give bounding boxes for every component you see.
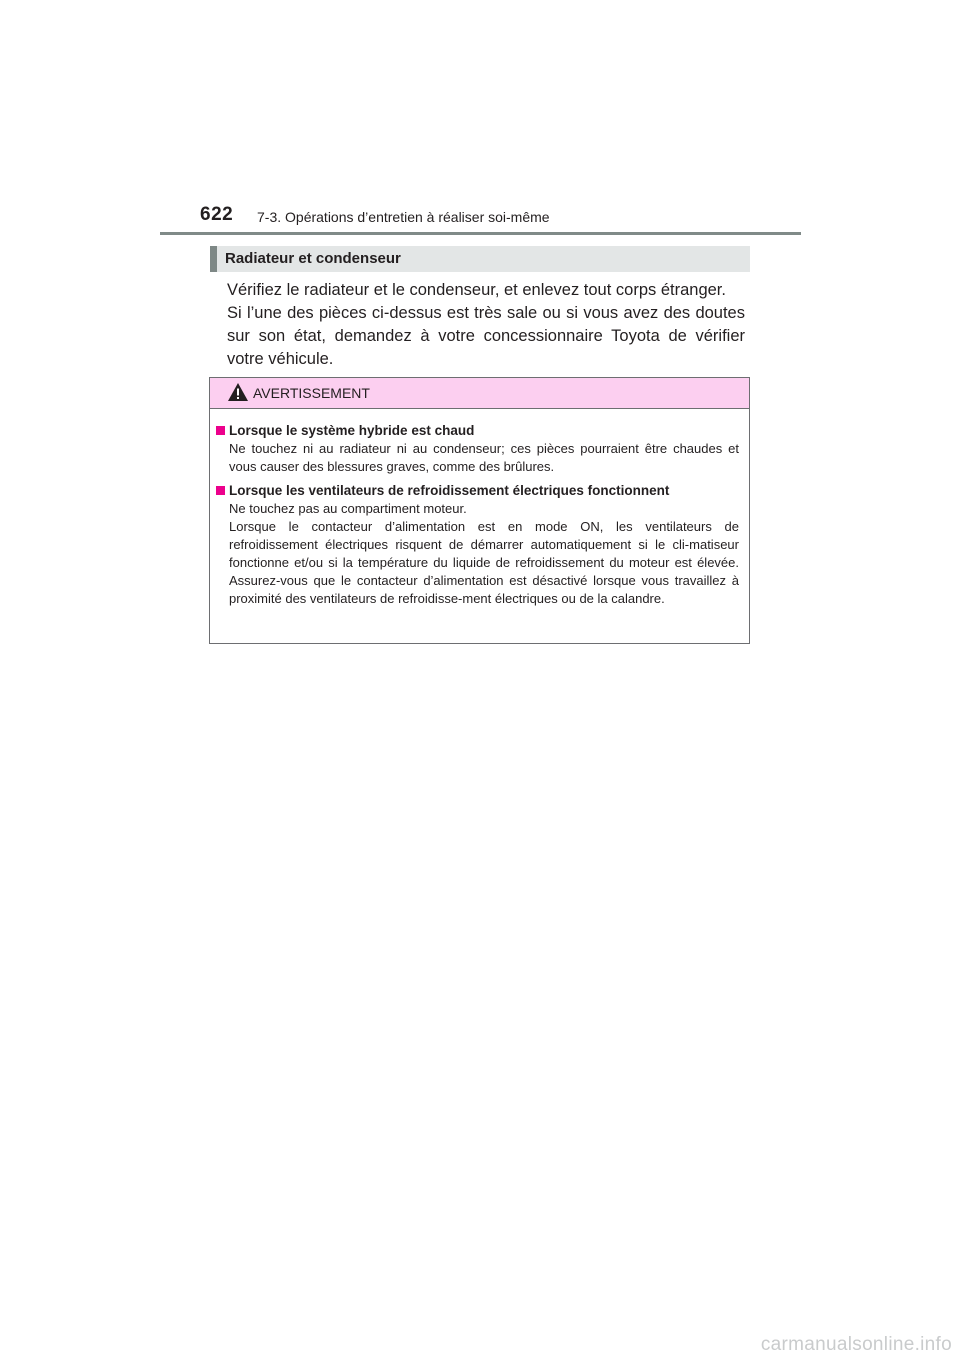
warning-item — [216, 482, 739, 608]
warning-item-heading — [216, 482, 739, 500]
warning-header — [210, 378, 749, 409]
body-paragraph: Vérifiez le radiateur et le condenseur, et enlevez tout corps étranger. — [227, 281, 726, 299]
warning-item-text — [216, 500, 739, 608]
warning-item-text — [216, 440, 739, 476]
watermark: carmanualsonline.info — [760, 1334, 952, 1355]
warning-triangle-icon — [227, 382, 249, 402]
warning-body — [210, 409, 749, 608]
header-rule — [160, 232, 801, 235]
section-heading — [210, 246, 750, 272]
warning-item-heading-text: Lorsque les ventilateurs de refroidissement électriques fonctionnent — [229, 483, 670, 498]
bullet-square-icon — [216, 426, 225, 435]
warning-item-heading-text: Lorsque le système hybride est chaud — [229, 423, 475, 438]
body-paragraph: Si l’une des pièces ci-dessus est très sale ou si vous avez des doutes sur son état, demandez à votre concessionnaire Toyota de vérifier votre véhicule. — [227, 304, 745, 368]
chapter-title: 7-3. Opérations d’entretien à réaliser soi-même — [257, 209, 550, 225]
warning-item-line: Ne touchez ni au radiateur ni au condenseur; ces pièces pourraient être chaudes et vous causer des blessures graves, comme des brûlures. — [229, 441, 739, 474]
warning-item-line: Lorsque le contacteur d’alimentation est en mode ON, les ventilateurs de refroidissement électriques risquent de démarrer automatiquement si le cli-matiseur fonctionne et/ou si la température du liquide de refroidissement du moteur est élevée. Assurez-vous que le contacteur d’alimentation est désactivé lorsque vous travaillez à proximité des ventilateurs de refroidisse-ment électriques ou de la calandre. — [229, 519, 739, 606]
section-heading-text: Radiateur et condenseur — [225, 250, 401, 267]
warning-box — [209, 377, 750, 644]
warning-item-line: Ne touchez pas au compartiment moteur. — [229, 501, 467, 516]
bullet-square-icon — [216, 486, 225, 495]
section-body — [227, 279, 745, 371]
warning-item-heading — [216, 422, 739, 440]
page-number: 622 — [200, 204, 234, 225]
warning-title: AVERTISSEMENT — [253, 385, 370, 401]
warning-item — [216, 422, 739, 476]
